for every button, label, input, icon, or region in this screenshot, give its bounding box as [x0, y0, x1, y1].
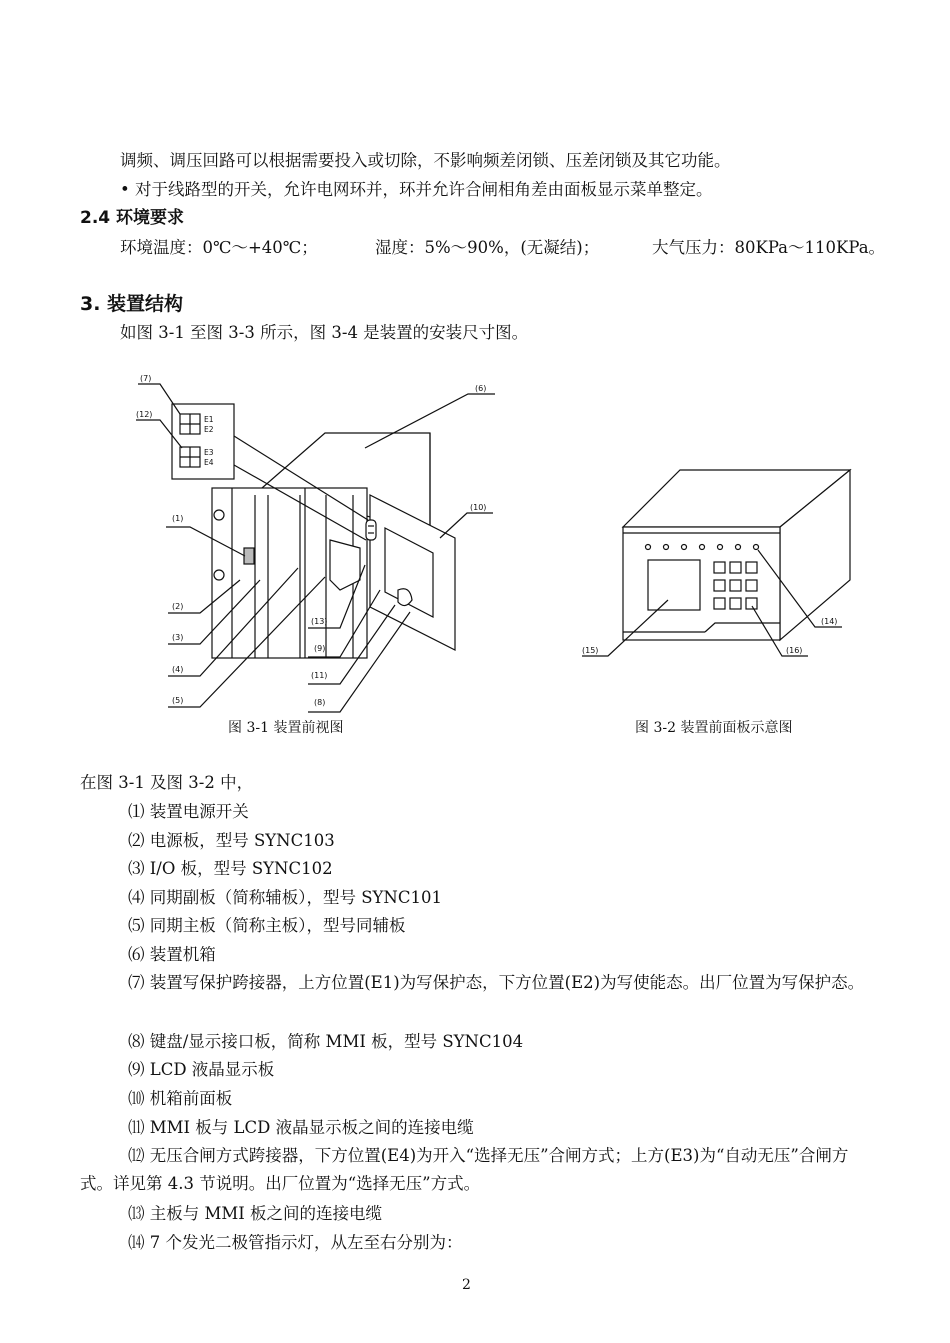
fig1-label-1: (1): [172, 514, 184, 523]
list-item: ⑷ 同期副板（简称辅板），型号 SYNC101: [128, 888, 442, 907]
list-item: ⑵ 电源板，型号 SYNC103: [128, 831, 335, 850]
fig1-label-4: (4): [172, 665, 184, 674]
env-temperature: 环境温度：0℃～+40℃；: [120, 238, 318, 257]
section-2-4-title: 2.4 环境要求: [80, 208, 185, 228]
jumper-label-e2: E2: [204, 425, 214, 434]
fig1-label-8: (8): [314, 698, 326, 707]
jumper-label-e1: E1: [204, 415, 214, 424]
fig1-label-3: (3): [172, 633, 184, 642]
list-item: ⑻ 键盘/显示接口板，简称 MMI 板，型号 SYNC104: [128, 1032, 524, 1051]
env-pressure: 大气压力：80KPa～110KPa。: [652, 238, 886, 257]
fig1-label-12: (12): [136, 410, 153, 419]
list-item: ⑹ 装置机箱: [128, 945, 216, 964]
list-item: ⑼ LCD 液晶显示板: [128, 1060, 275, 1079]
fig1-label-9: (9): [314, 644, 326, 653]
list-item: ⑴ 装置电源开关: [128, 802, 249, 821]
fig1-label-6: (6): [475, 384, 487, 393]
fig1-label-10: (10): [470, 503, 487, 512]
list-item: ⑺ 装置写保护跨接器，上方位置(E1)为写保护态，下方位置(E2)为写使能态。出厂位置为写保护态。: [128, 973, 865, 992]
fig1-label-7: (7): [140, 374, 152, 383]
intro-line-2: • 对于线路型的开关，允许电网环并，环并允许合闸相角差由面板显示菜单整定。: [120, 180, 713, 199]
list-item: ⒁ 7 个发光二极管指示灯，从左至右分别为：: [128, 1233, 463, 1252]
jumper-label-e4: E4: [204, 458, 214, 467]
list-item: ⑿ 无压合闸方式跨接器，下方位置(E4)为开入“选择无压”合闸方式；上方(E3)为“自动无压”合闸方式。详见第 4.3 节说明。出厂位置为“选择无压”方式。: [80, 1146, 849, 1193]
list-item: ⑾ MMI 板与 LCD 液晶显示板之间的连接电缆: [128, 1118, 474, 1137]
fig1-label-5: (5): [172, 696, 184, 705]
fig2-label-14: (14): [821, 617, 838, 626]
fig1-label-11: (11): [311, 671, 328, 680]
section-3-title: 3. 装置结构: [80, 293, 184, 315]
fig1-label-2: (2): [172, 602, 184, 611]
list-item: ⑽ 机箱前面板: [128, 1089, 233, 1108]
intro-line-1: 调频、调压回路可以根据需要投入或切除，不影响频差闭锁、压差闭锁及其它功能。: [120, 151, 731, 170]
jumper-label-e3: E3: [204, 448, 214, 457]
list-item: ⑶ I/O 板，型号 SYNC102: [128, 859, 333, 878]
list-intro: 在图 3-1 及图 3-2 中，: [80, 773, 254, 792]
fig2-label-15: (15): [582, 646, 599, 655]
fig2-label-16: (16): [786, 646, 803, 655]
section-3-intro: 如图 3-1 至图 3-3 所示，图 3-4 是装置的安装尺寸图。: [120, 323, 529, 342]
list-item: ⑸ 同期主板（简称主板），型号同辅板: [128, 916, 406, 935]
panel-device-drawing: [623, 470, 850, 640]
figure-3-1-caption: 图 3-1 装置前视图: [228, 720, 344, 736]
figure-3-2-caption: 图 3-2 装置前面板示意图: [635, 720, 793, 736]
env-humidity: 湿度：5%～90%，(无凝结)；: [375, 238, 600, 257]
fig1-label-13: (13): [311, 617, 328, 626]
page-number: 2: [462, 1277, 471, 1293]
list-item: ⒀ 主板与 MMI 板之间的连接电缆: [128, 1204, 383, 1223]
